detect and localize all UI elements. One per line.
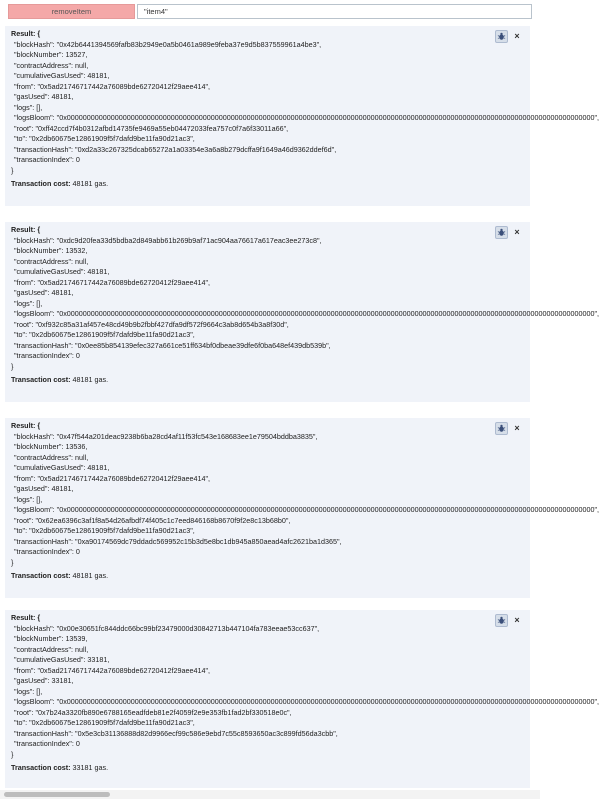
result-field: "transactionIndex": 0 xyxy=(14,739,80,748)
transaction-cost-label: Transaction cost: xyxy=(11,179,71,188)
transaction-cost-label: Transaction cost: xyxy=(11,375,71,384)
result-field: "to": "0x2db60675e12861909f5f7dafd9be11fa90d21ac3", xyxy=(14,330,195,339)
result-close-brace: } xyxy=(11,749,14,759)
result-title: Result: { xyxy=(11,613,41,622)
result-field: "logsBloom": "0x000000000000000000000000000000000000000000000000000000000000000000000000000000000000000000000000000000000000000000000000000000000000", xyxy=(14,113,599,122)
result-field: "root": "0xf932c85a31af457e48cd49b9b2fbbf427dfa9df572f9664c3ab8d654b3a8f30d", xyxy=(14,319,289,329)
result-field: "to": "0x2db60675e12861909f5f7dafd9be11fa90d21ac3", xyxy=(14,134,195,143)
result-field: "transactionHash": "0xa90174569dc79ddadc569952c15b3d5e8bc1db945a850aead4afc2621ba1d365", xyxy=(14,536,342,546)
close-icon[interactable]: × xyxy=(514,423,520,433)
transaction-cost xyxy=(11,179,530,190)
result-field: "contractAddress": null, xyxy=(14,256,89,266)
result-close-brace: } xyxy=(11,557,14,567)
result-field: "logs": [], xyxy=(14,102,43,112)
result-field: "from": "0x5ad21746717442a76089bde62720412f29aee414", xyxy=(14,473,211,483)
close-icon[interactable]: × xyxy=(514,227,520,237)
result-field: "from": "0x5ad21746717442a76089bde62720412f29aee414", xyxy=(14,81,211,91)
result-field: "to": "0x2db60675e12861909f5f7dafd9be11fa90d21ac3", xyxy=(14,526,195,535)
result-field: "cumulativeGasUsed": 48181, xyxy=(14,71,110,80)
close-icon[interactable]: × xyxy=(514,615,520,625)
result-field: "blockNumber": 13536, xyxy=(14,442,88,451)
transaction-cost-label: Transaction cost: xyxy=(11,763,71,772)
result-close-brace: } xyxy=(11,361,14,371)
transaction-result xyxy=(5,610,599,788)
result-field: "blockNumber": 13532, xyxy=(14,246,88,255)
bug-icon xyxy=(497,228,506,237)
argument-input[interactable]: "item4" xyxy=(137,4,532,19)
result-field: "gasUsed": 48181, xyxy=(14,92,74,101)
close-icon[interactable]: × xyxy=(514,31,520,41)
result-field: "blockHash": "0xdc9d20fea33d5bdba2d849abb61b269b9af71ac904aa76617a617eac3ee273c8", xyxy=(14,235,322,245)
debug-button[interactable] xyxy=(495,226,508,239)
result-field: "cumulativeGasUsed": 48181, xyxy=(14,463,110,472)
result-title: Result: { xyxy=(11,29,41,38)
result-field: "blockHash": "0x42b6441394569fafb83b2949e0a5b0461a989e9feba37e9d5b837559961a4be3", xyxy=(14,39,322,49)
bug-icon xyxy=(497,32,506,41)
result-close-brace: } xyxy=(11,165,14,175)
result-field: "transactionHash": "0x0ee85b854139efec327a661ce51ff634bf0dbeae39dfe6f0ba648ef439db539b", xyxy=(14,340,331,350)
result-title: Result: { xyxy=(11,421,41,430)
result-field: "logsBloom": "0x000000000000000000000000000000000000000000000000000000000000000000000000000000000000000000000000000000000000000000000000000000000000", xyxy=(14,309,599,318)
result-field: "logs": [], xyxy=(14,298,43,308)
result-field: "cumulativeGasUsed": 48181, xyxy=(14,267,110,276)
result-field: "contractAddress": null, xyxy=(14,452,89,462)
result-field: "logs": [], xyxy=(14,494,43,504)
result-field: "logsBloom": "0x000000000000000000000000000000000000000000000000000000000000000000000000000000000000000000000000000000000000000000000000000000000000", xyxy=(14,505,599,514)
transaction-cost xyxy=(11,571,530,582)
transaction-cost xyxy=(11,763,530,774)
horizontal-scrollbar[interactable] xyxy=(0,790,540,799)
result-field: "transactionHash": "0x5e3cb31136888d82d9966ecf99c586e9ebd7c55c8593650ac3c899fd56da3cbb", xyxy=(14,728,338,738)
transaction-cost-value: 48181 gas. xyxy=(72,571,109,580)
bug-icon xyxy=(497,424,506,433)
result-field: "logs": [], xyxy=(14,686,43,696)
result-field: "logsBloom": "0x000000000000000000000000000000000000000000000000000000000000000000000000000000000000000000000000000000000000000000000000000000000000", xyxy=(14,697,599,706)
transaction-result xyxy=(5,26,599,206)
result-field: "transactionIndex": 0 xyxy=(14,547,80,556)
result-field: "transactionIndex": 0 xyxy=(14,155,80,164)
result-field: "contractAddress": null, xyxy=(14,60,89,70)
result-field: "gasUsed": 48181, xyxy=(14,288,74,297)
result-field: "root": "0x62ea6396c3af1f8a54d26afbdf74f405c1c7eed846168b8670f9f2e8c13b68b0", xyxy=(14,515,291,525)
remove-item-button[interactable]: removeItem xyxy=(8,4,135,19)
function-call-row xyxy=(8,4,532,19)
result-field: "transactionHash": "0xd2a33c267325dcab65272a1a03354e3a6a8b279dcffa9f1649a46d9362ddef6d", xyxy=(14,144,337,154)
debug-button[interactable] xyxy=(495,30,508,43)
transaction-cost-value: 48181 gas. xyxy=(72,375,109,384)
scrollbar-thumb[interactable] xyxy=(4,792,110,797)
result-field: "cumulativeGasUsed": 33181, xyxy=(14,655,110,664)
result-field: "gasUsed": 33181, xyxy=(14,676,74,685)
transaction-cost-label: Transaction cost: xyxy=(11,571,71,580)
result-field: "root": "0x7b24a3320fb890e6788165eadfdeb81e2f4059f2e9e353fb1fad2bf330518e0c", xyxy=(14,707,292,717)
result-field: "root": "0xff42ccd7f4b0312afbd14735fe9469a55eb04472033fea757c0f7a6f33011a66", xyxy=(14,123,289,133)
result-field: "contractAddress": null, xyxy=(14,644,89,654)
transaction-result xyxy=(5,222,599,402)
debug-button[interactable] xyxy=(495,614,508,627)
transaction-result xyxy=(5,418,599,598)
result-field: "from": "0x5ad21746717442a76089bde62720412f29aee414", xyxy=(14,277,211,287)
debug-button[interactable] xyxy=(495,422,508,435)
transaction-cost-value: 33181 gas. xyxy=(72,763,109,772)
result-title: Result: { xyxy=(11,225,41,234)
result-field: "blockNumber": 13539, xyxy=(14,634,88,643)
transaction-cost-value: 48181 gas. xyxy=(72,179,109,188)
result-field: "blockNumber": 13527, xyxy=(14,50,88,59)
result-field: "transactionIndex": 0 xyxy=(14,351,80,360)
result-field: "gasUsed": 48181, xyxy=(14,484,74,493)
result-field: "from": "0x5ad21746717442a76089bde62720412f29aee414", xyxy=(14,665,211,675)
transaction-cost xyxy=(11,375,530,386)
result-field: "blockHash": "0x00e30651fc844ddc66bc99bf23479000d30842713b447104fa783eeae53cc637", xyxy=(14,623,320,633)
bug-icon xyxy=(497,616,506,625)
result-field: "blockHash": "0x47f544a201deac9238b6ba28cd4af11f53fc543e168683ee1e79504bddba3835", xyxy=(14,431,318,441)
result-field: "to": "0x2db60675e12861909f5f7dafd9be11fa90d21ac3", xyxy=(14,718,195,727)
